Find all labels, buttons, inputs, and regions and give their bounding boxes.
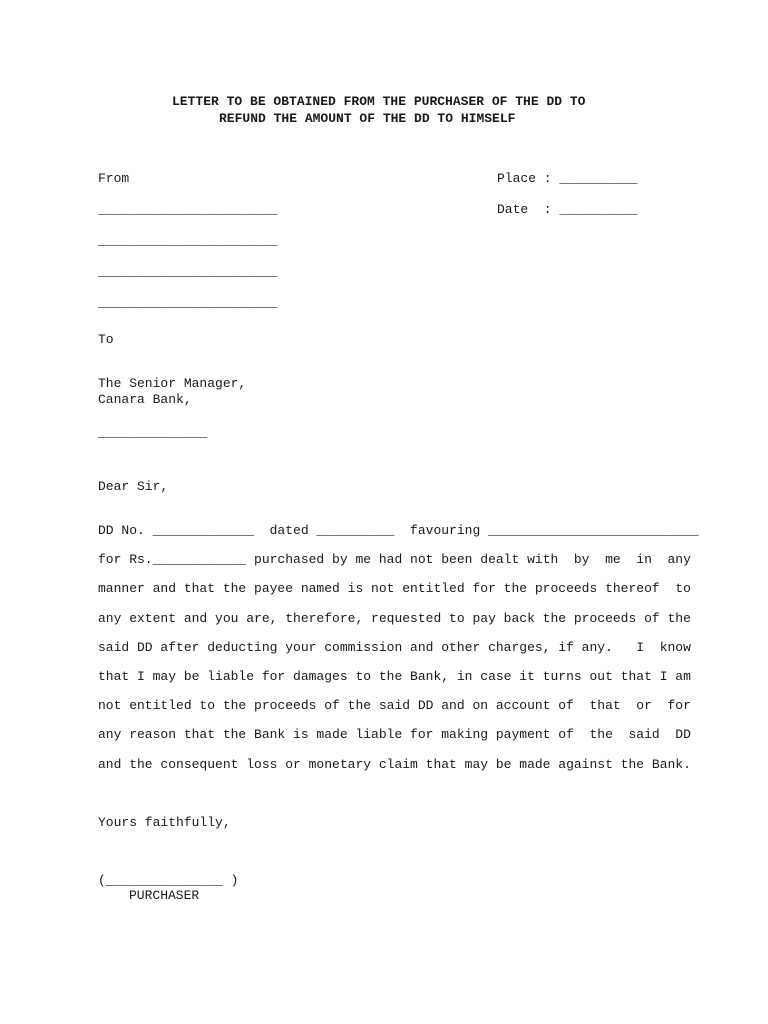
signature-label: PURCHASER [129, 888, 200, 903]
closing: Yours faithfully, [98, 815, 231, 830]
to-label: To [98, 332, 114, 347]
body-line: any extent and you are, therefore, requested to pay back the proceeds of the [98, 610, 691, 626]
letter-body [98, 516, 699, 779]
body-line: said DD after deducting your commission and other charges, if any. I know [98, 639, 691, 655]
document-title-line2: REFUND THE AMOUNT OF THE DD TO HIMSELF [219, 111, 516, 126]
body-line: for Rs.____________ purchased by me had not been dealt with by me in any [98, 552, 691, 568]
body-line: that I may be liable for damages to the Bank, in case it turns out that I am [98, 668, 691, 684]
body-line: not entitled to the proceeds of the said DD and on account of that or for [98, 698, 691, 714]
body-line: manner and that the payee named is not entitled for the proceeds thereof to [98, 581, 691, 597]
document-title-line1: LETTER TO BE OBTAINED FROM THE PURCHASER OF THE DD TO [172, 94, 586, 109]
body-line: any reason that the Bank is made liable for making payment of the said DD [98, 727, 691, 743]
body-line: and the consequent loss or monetary claim that may be made against the Bank. [98, 756, 691, 772]
addressee-title: The Senior Manager, [98, 376, 247, 391]
from-line-2: _______________________ [98, 233, 278, 248]
date-field: Date : __________ [497, 202, 638, 217]
from-line-4: _______________________ [98, 295, 278, 310]
addressee-branch-line: ______________ [98, 425, 208, 440]
signature-line: (_______________ ) [98, 873, 239, 888]
addressee-bank: Canara Bank, [98, 392, 192, 407]
from-line-1: _______________________ [98, 202, 278, 217]
place-field: Place : __________ [497, 171, 638, 186]
from-line-3: _______________________ [98, 264, 278, 279]
salutation: Dear Sir, [98, 479, 169, 494]
from-label: From [98, 171, 130, 186]
body-line: DD No. _____________ dated __________ favouring ___________________________ [98, 523, 699, 538]
